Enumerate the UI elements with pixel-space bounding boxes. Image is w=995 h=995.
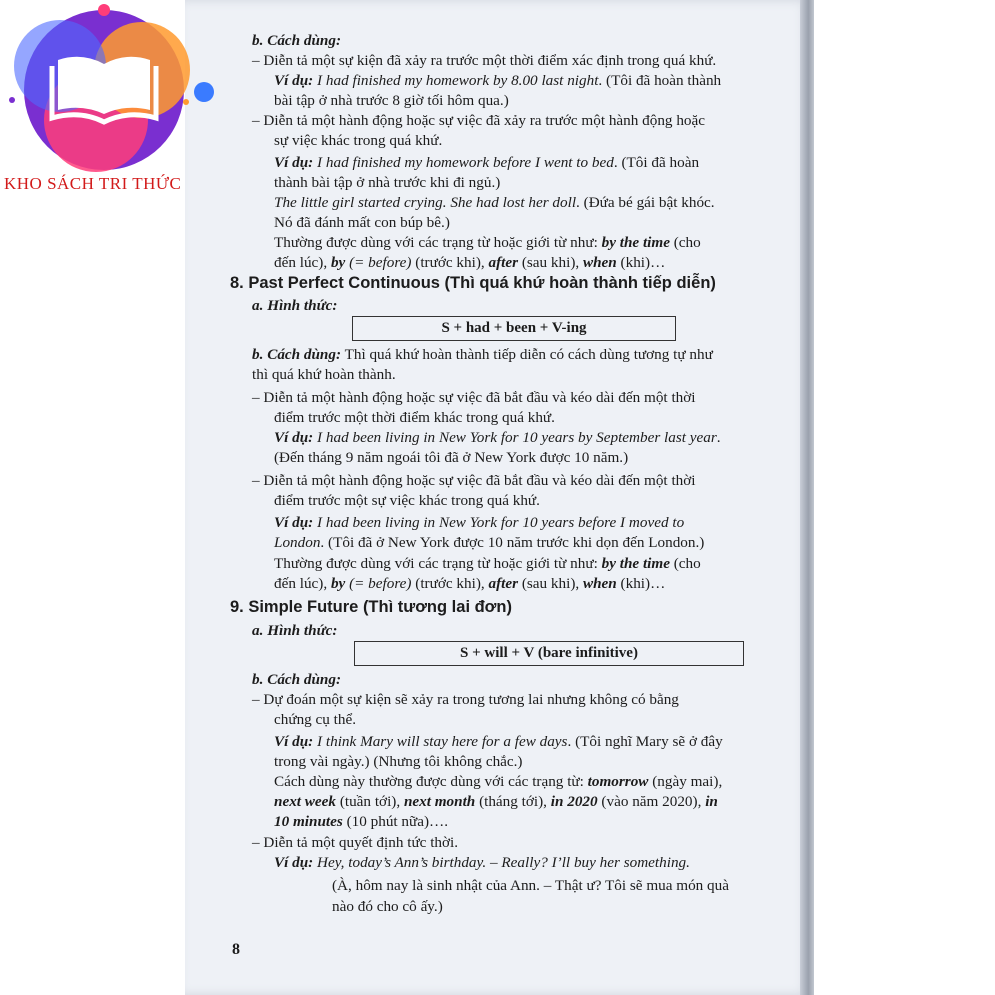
- section-heading-8: 8. Past Perfect Continuous (Thì quá khứ hoàn thành tiếp diễn): [230, 274, 716, 292]
- example-text: I had been living in New York for 10 years before I moved to: [317, 514, 685, 531]
- keyword: after: [488, 254, 519, 271]
- brand-logo: [0, 0, 230, 220]
- text-line: nào đó cho cô ấy.): [332, 898, 443, 915]
- keyword: after: [488, 575, 519, 592]
- example-line: [274, 153, 699, 173]
- text-line: (À, hôm nay là sinh nhật của Ann. – Thật ư? Tôi sẽ mua món quà: [332, 877, 729, 894]
- text-span: (cho: [669, 234, 701, 251]
- example-text: London: [274, 534, 321, 551]
- example-line: [274, 71, 721, 91]
- text-span: (vào năm 2020),: [597, 793, 706, 810]
- translation: . (Tôi nghĩ Mary sẽ ở đây: [567, 733, 723, 750]
- example-line: [274, 732, 723, 752]
- example-label: Ví dụ:: [274, 854, 318, 871]
- bullet-line: – Diễn tả một sự kiện đã xảy ra trước một thời điểm xác định trong quá khứ.: [252, 52, 717, 69]
- translation: . (Tôi đã ở New York được 10 năm trước khi dọn đến London.): [320, 534, 705, 551]
- keyword: by the time: [601, 234, 670, 251]
- text-line: sự việc khác trong quá khứ.: [274, 132, 443, 149]
- text-span: Cách dùng này thường được dùng với các trạng từ:: [274, 773, 588, 790]
- text-line: [274, 772, 722, 792]
- example-label: Ví dụ:: [274, 154, 318, 171]
- keyword: by the time: [601, 555, 670, 572]
- example-text: I had finished my homework by 8.00 last night: [317, 72, 599, 89]
- text-line: trong vài ngày.) (Nhưng tôi không chắc.): [274, 753, 523, 770]
- example-text: I think Mary will stay here for a few days: [317, 733, 568, 750]
- background-margin: [814, 0, 995, 995]
- text-span: đến lúc),: [274, 575, 331, 592]
- keyword: tomorrow: [587, 773, 649, 790]
- keyword: when: [582, 575, 617, 592]
- bullet-line: – Diễn tả một hành động hoặc sự việc đã xảy ra trước một hành động hoặc: [252, 112, 705, 129]
- usage-line: [252, 345, 713, 365]
- text-span: (cho: [669, 555, 701, 572]
- example-text: Hey, today’s Ann’s birthday. – Really? I’ll buy her something.: [317, 854, 690, 871]
- example-text: I had finished my homework before I went to bed: [317, 154, 614, 171]
- text-line: [274, 574, 665, 594]
- example-line: [274, 193, 715, 213]
- page-number: 8: [232, 941, 240, 958]
- text-span: (sau khi),: [518, 254, 583, 271]
- translation: . (Tôi đã hoàn thành: [598, 72, 722, 89]
- formula-box: S + will + V (bare infinitive): [354, 641, 744, 666]
- example-text: I had been living in New York for 10 years by September last year: [317, 429, 717, 446]
- text-line: thì quá khứ hoàn thành.: [252, 366, 396, 383]
- text-span: (tháng tới),: [475, 793, 551, 810]
- bullet-line: – Diễn tả một hành động hoặc sự việc đã bắt đầu và kéo dài đến một thời: [252, 389, 696, 406]
- text-line: điểm trước một sự việc khác trong quá khứ.: [274, 492, 540, 509]
- example-text: The little girl started crying. She had lost her doll: [274, 194, 577, 211]
- example-line: [274, 428, 721, 448]
- keyword: in 2020: [550, 793, 598, 810]
- text-span: (khi)…: [616, 575, 666, 592]
- keyword: next week: [274, 793, 337, 810]
- text-span: (= before): [345, 575, 412, 592]
- bullet-line: – Diễn tả một hành động hoặc sự việc đã bắt đầu và kéo dài đến một thời: [252, 472, 696, 489]
- keyword: by: [330, 254, 346, 271]
- text-line: [274, 253, 665, 273]
- text-span: (= before): [345, 254, 412, 271]
- text-span: (sau khi),: [518, 575, 583, 592]
- section-label: b. Cách dùng:: [252, 32, 342, 49]
- section-heading-9: 9. Simple Future (Thì tương lai đơn): [230, 598, 512, 616]
- text-span: (tuần tới),: [336, 793, 404, 810]
- usage-label: b. Cách dùng:: [252, 671, 342, 688]
- text-line: (Đến tháng 9 năm ngoái tôi đã ở New York được 10 năm.): [274, 449, 629, 466]
- text-span: (ngày mai),: [648, 773, 723, 790]
- example-line: [274, 853, 690, 873]
- text-span: Thường được dùng với các trạng từ hoặc giới từ như:: [274, 555, 602, 572]
- text-line: [274, 812, 448, 832]
- example-label: Ví dụ:: [274, 72, 318, 89]
- text-line: bài tập ở nhà trước 8 giờ tối hôm qua.): [274, 92, 509, 109]
- example-line: [274, 513, 684, 533]
- text-line: thành bài tập ở nhà trước khi đi ngủ.): [274, 174, 501, 191]
- text-span: (khi)…: [616, 254, 666, 271]
- text-span: Thì quá khứ hoàn thành tiếp diễn có cách dùng tương tự như: [341, 346, 713, 363]
- keyword: by: [330, 575, 346, 592]
- text-span: đến lúc),: [274, 254, 331, 271]
- text-span: Thường được dùng với các trạng từ hoặc giới từ như:: [274, 234, 602, 251]
- example-line: [274, 533, 704, 553]
- example-label: Ví dụ:: [274, 733, 318, 750]
- keyword: 10 minutes: [274, 813, 343, 830]
- translation: . (Tôi đã hoàn: [613, 154, 700, 171]
- text-span: (10 phút nữa)….: [342, 813, 449, 830]
- keyword: in: [705, 793, 718, 810]
- text-line: [274, 233, 701, 253]
- translation: . (Đứa bé gái bật khóc.: [576, 194, 715, 211]
- text-span: (trước khi),: [411, 575, 489, 592]
- bullet-line: – Dự đoán một sự kiện sẽ xảy ra trong tương lai nhưng không có bằng: [252, 691, 679, 708]
- bullet-line: – Diễn tả một quyết định tức thời.: [252, 834, 459, 851]
- text-line: điểm trước một thời điểm khác trong quá khứ.: [274, 409, 555, 426]
- keyword: when: [582, 254, 617, 271]
- text-line: chứng cụ thể.: [274, 711, 357, 728]
- form-label: a. Hình thức:: [252, 622, 338, 639]
- keyword: next month: [403, 793, 476, 810]
- formula-box: S + had + been + V-ing: [352, 316, 676, 341]
- text-line: [274, 792, 718, 812]
- example-label: Ví dụ:: [274, 514, 318, 531]
- usage-label: b. Cách dùng:: [252, 346, 342, 363]
- text-span: (trước khi),: [411, 254, 489, 271]
- book-spine: [800, 0, 814, 995]
- form-label: a. Hình thức:: [252, 297, 338, 314]
- text-line: [274, 554, 701, 574]
- text-span: .: [716, 429, 721, 446]
- brand-name: KHO SÁCH TRI THỨC: [4, 174, 182, 193]
- text-line: Nó đã đánh mất con búp bê.): [274, 214, 450, 231]
- example-label: Ví dụ:: [274, 429, 318, 446]
